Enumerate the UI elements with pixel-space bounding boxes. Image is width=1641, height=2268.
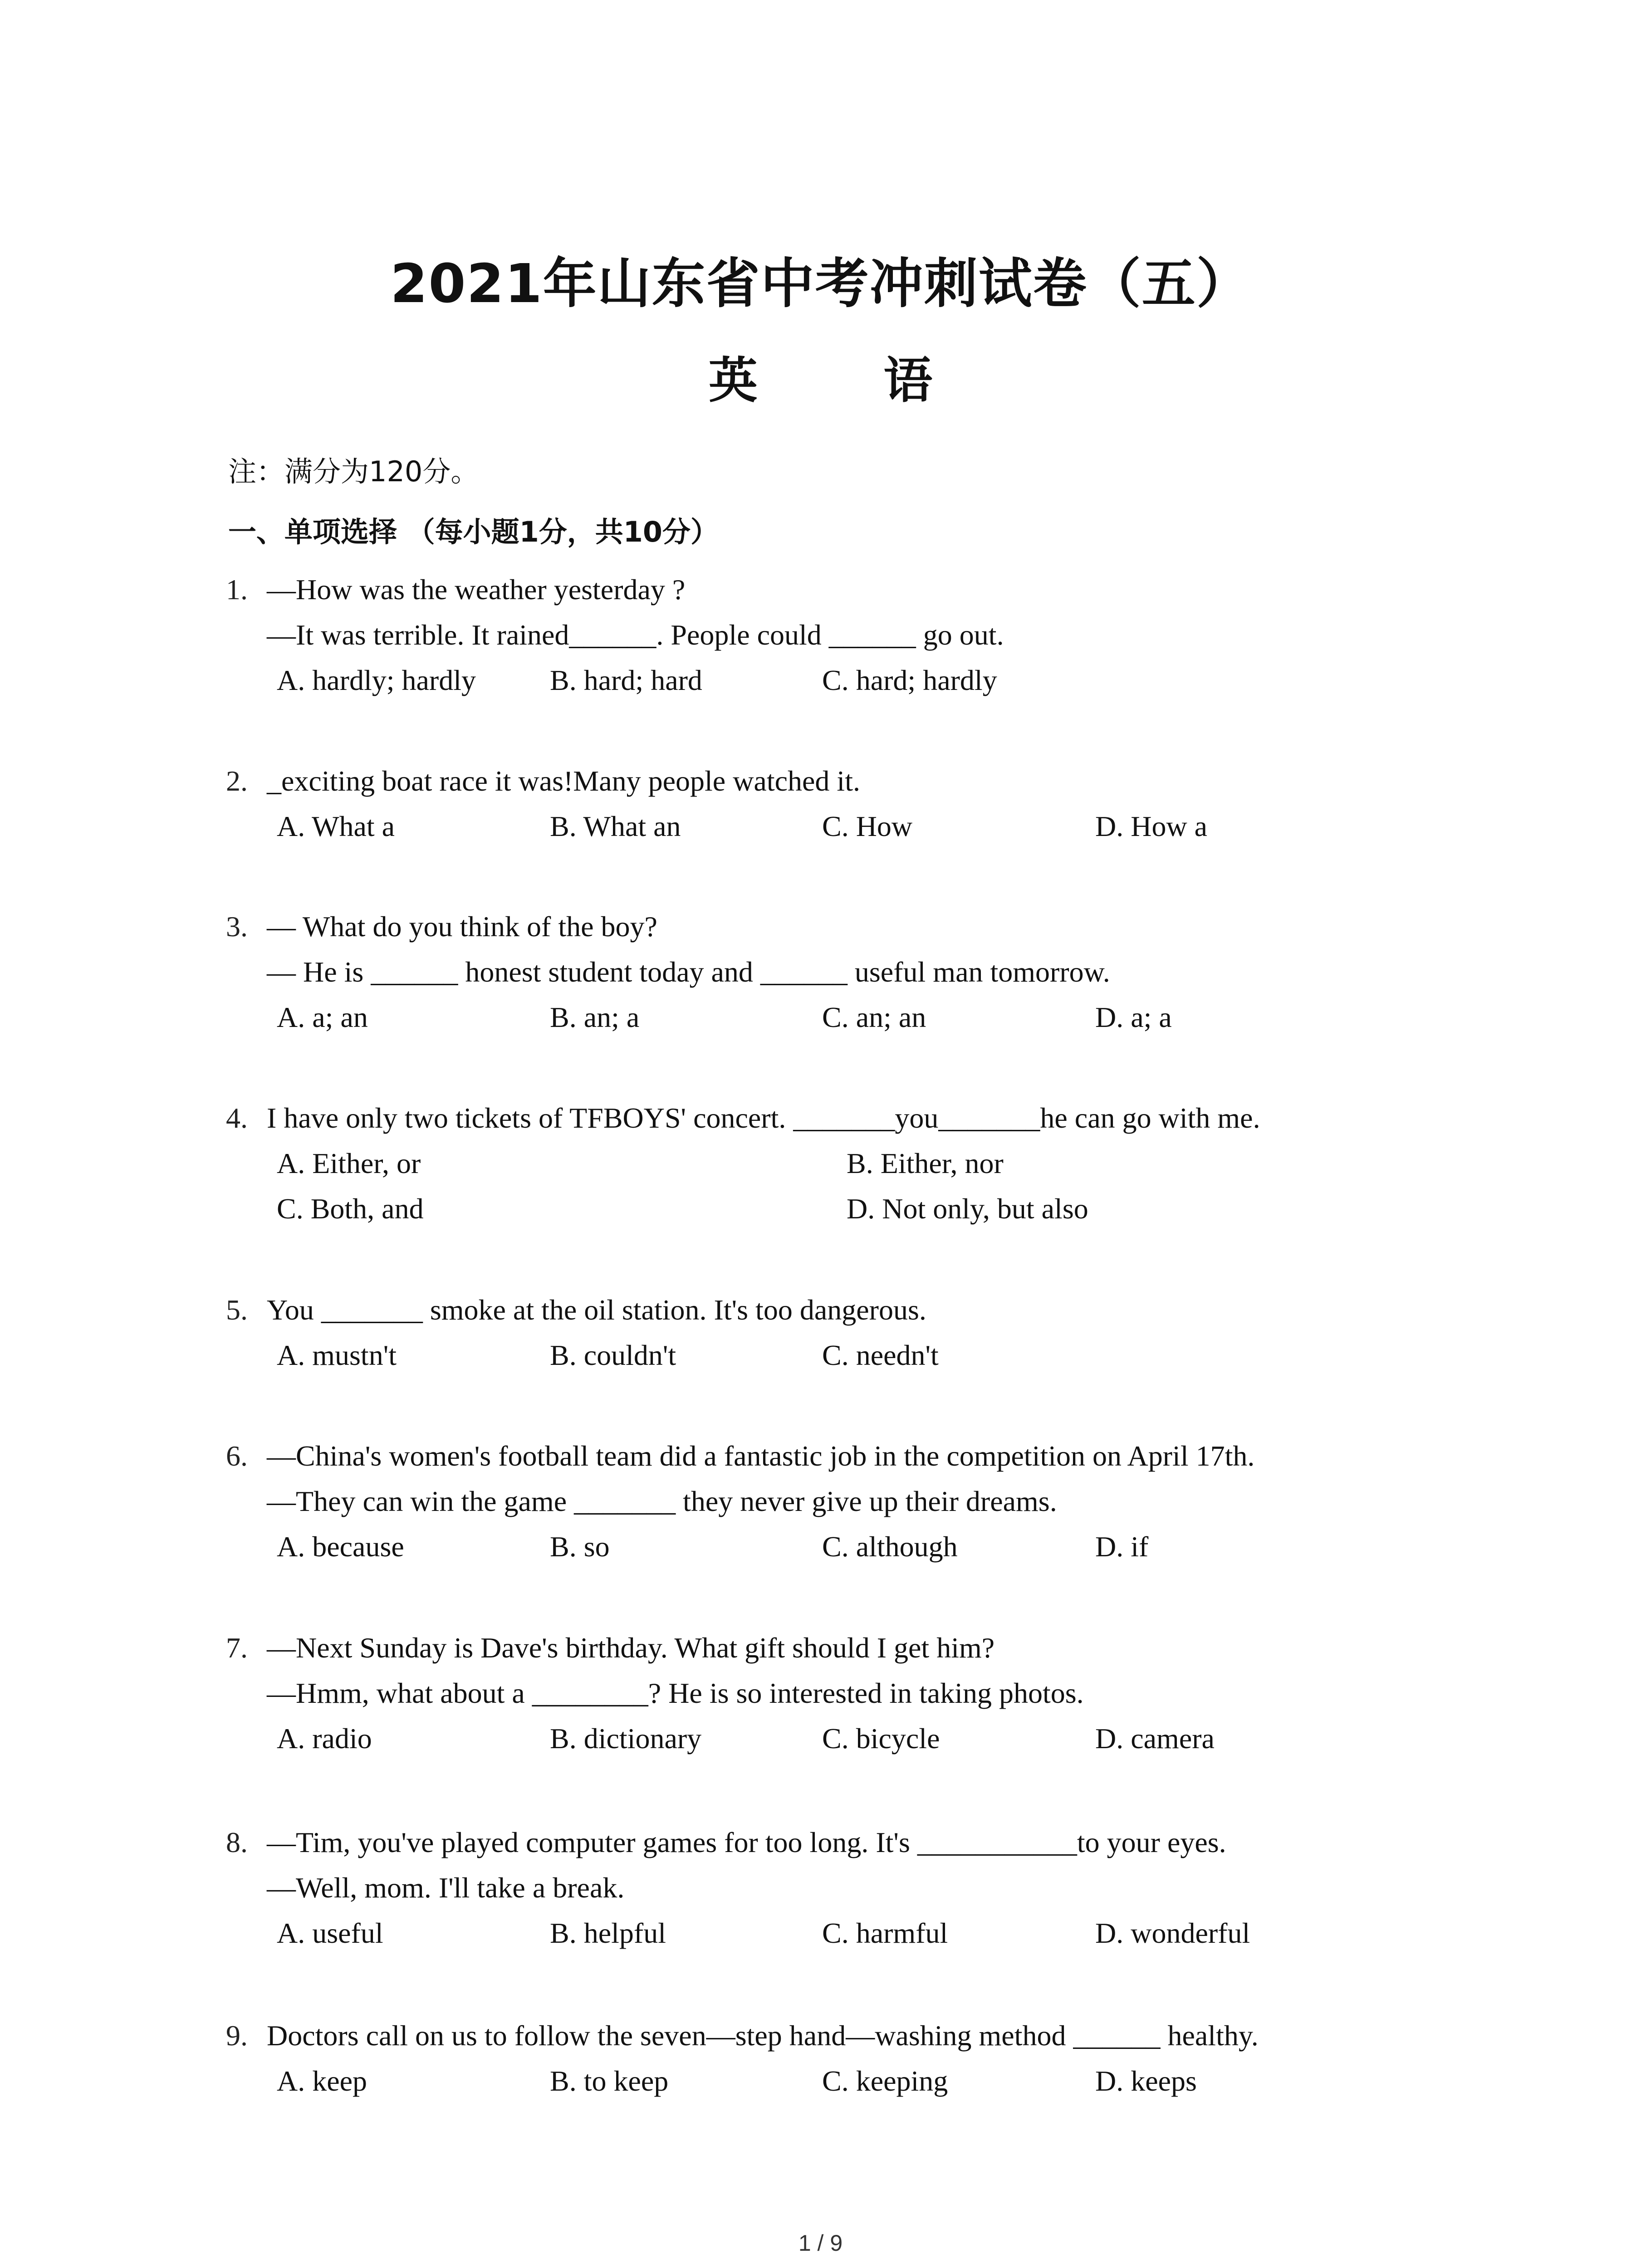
subject-title: 英 语 <box>708 352 987 409</box>
question-number: 2. <box>226 765 248 797</box>
option-a: A. keep <box>277 2065 367 2097</box>
option-b: B. so <box>550 1530 610 1563</box>
option-d: D. camera <box>1095 1722 1215 1755</box>
option-c: C. although <box>822 1530 958 1563</box>
option-b: B. to keep <box>550 2065 669 2097</box>
option-a: A. because <box>277 1530 404 1563</box>
option-d: D. a; a <box>1095 1001 1172 1033</box>
option-d: D. if <box>1095 1530 1149 1563</box>
option-b: B. dictionary <box>550 1722 702 1755</box>
option-b: B. helpful <box>550 1917 666 1949</box>
option-a: A. hardly; hardly <box>277 664 476 696</box>
question-line: —Well, mom. I'll take a break. <box>267 1872 625 1904</box>
option-d: D. Not only, but also <box>847 1193 1088 1225</box>
option-c: C. keeping <box>822 2065 948 2097</box>
question-line: You _______ smoke at the oil station. It's too dangerous. <box>267 1294 926 1326</box>
question-line: _exciting boat race it was!Many people watched it. <box>267 765 860 797</box>
question-number: 5. <box>226 1294 248 1326</box>
question-line: —They can win the game _______ they never give up their dreams. <box>267 1485 1057 1517</box>
option-c: C. needn't <box>822 1339 939 1371</box>
option-b: B. Either, nor <box>847 1147 1004 1179</box>
question-number: 7. <box>226 1632 248 1664</box>
option-c: C. an; an <box>822 1001 926 1033</box>
option-a: A. a; an <box>277 1001 368 1033</box>
page-number: 1 / 9 <box>798 2230 843 2256</box>
question-number: 4. <box>226 1102 248 1134</box>
option-b: B. hard; hard <box>550 664 702 696</box>
question-line: —It was terrible. It rained______. People could ______ go out. <box>267 619 1004 651</box>
question-number: 3. <box>226 910 248 943</box>
question-line: I have only two tickets of TFBOYS' concert. _______you_______he can go with me. <box>267 1102 1260 1134</box>
question-line: —China's women's football team did a fantastic job in the competition on April 17th. <box>267 1440 1255 1472</box>
question-number: 9. <box>226 2019 248 2052</box>
option-d: D. wonderful <box>1095 1917 1250 1949</box>
section-heading: 一、单项选择 （每小题1分，共10分） <box>228 515 719 548</box>
question-number: 6. <box>226 1440 248 1472</box>
score-note: 注：满分为120分。 <box>228 455 479 488</box>
question-line: —How was the weather yesterday ? <box>267 573 686 606</box>
exam-title: 2021年山东省中考冲刺试卷（五） <box>390 252 1251 315</box>
option-c: C. bicycle <box>822 1722 940 1755</box>
option-a: A. radio <box>277 1722 372 1755</box>
option-a: A. Either, or <box>277 1147 421 1179</box>
option-b: B. What an <box>550 810 681 842</box>
question-number: 1. <box>226 573 248 606</box>
question-line: —Tim, you've played computer games for too long. It's ___________to your eyes. <box>267 1826 1226 1858</box>
option-c: C. hard; hardly <box>822 664 997 696</box>
question-number: 8. <box>226 1826 248 1858</box>
option-c: C. Both, and <box>277 1193 424 1225</box>
option-a: A. mustn't <box>277 1339 397 1371</box>
question-line: —Hmm, what about a ________? He is so interested in taking photos. <box>267 1677 1084 1709</box>
option-b: B. couldn't <box>550 1339 676 1371</box>
option-c: C. harmful <box>822 1917 948 1949</box>
option-d: D. keeps <box>1095 2065 1197 2097</box>
option-d: D. How a <box>1095 810 1208 842</box>
question-line: —Next Sunday is Dave's birthday. What gift should I get him? <box>267 1632 995 1664</box>
option-c: C. How <box>822 810 913 842</box>
option-b: B. an; a <box>550 1001 640 1033</box>
option-a: A. useful <box>277 1917 383 1949</box>
question-line: Doctors call on us to follow the seven—step hand—washing method ______ healthy. <box>267 2019 1259 2052</box>
question-line: — What do you think of the boy? <box>267 910 657 943</box>
option-a: A. What a <box>277 810 395 842</box>
question-line: — He is ______ honest student today and ______ useful man tomorrow. <box>267 956 1110 988</box>
